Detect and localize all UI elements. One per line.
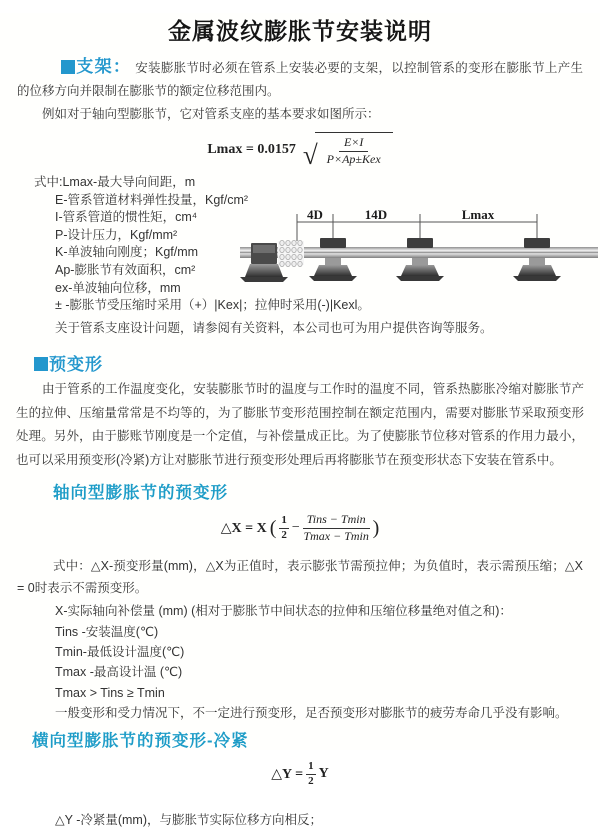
open-paren: ( (269, 516, 277, 539)
temperature-fraction (303, 512, 370, 544)
axial-definition-line: Tmax -最高设计温 (℃) (55, 665, 183, 680)
bracket-paragraph (17, 55, 583, 103)
axial-explanation: 式中：△X-预变形量(mm)，△X为正值时，表示膨张节需预拉伸；为负值时，表示需预压缩；△X = 0时表示不需预变形。 (17, 559, 583, 595)
lateral-subheading: 横向型膨胀节的预变形-冷紧 (32, 732, 249, 751)
lmax-formula-numerator: E×I (339, 135, 368, 152)
lmax-formula-lhs: Lmax = 0.0157 (207, 141, 296, 157)
guide-support (396, 238, 444, 281)
lateral-formula-lhs: △Y = (271, 766, 304, 782)
predeform-paragraph: 由于管系的工作温度变化，安装膨胀节时的温度与工作时的温度不同，管系热膨胀冷缩对膨胀节产生的拉伸、压缩量常常是不均等的，为了膨胀节变形范围控制在额定范围内，需要对膨胀节采取预变形处理。另外，由于膨账节刚度是一个定值，与补偿量成正比。为了使膨胀节位移对管系的作用力最小，也可以采用预变形(冷紧)方让对膨胀节进行预变形处理后再将膨胀节在预变形状态下安装在管系中。 (16, 382, 584, 467)
definition-line: E-管系管道材料弹性投量，Kgf/cm² (55, 192, 249, 207)
axial-formula (0, 512, 600, 552)
minus-sign: − (291, 520, 300, 536)
bracket-intro-text: 安装膨胀节时必须在管系上安装必要的支架，以控制管系的变形在膨胀节上产生的位移方向并限制在膨胀节的额定位移范围内。 (17, 61, 583, 98)
section-square-icon (34, 357, 48, 371)
bellows-icon (278, 240, 304, 266)
lateral-formula-rhs: Y (318, 766, 329, 782)
axial-definition-line: X-实际轴向补偿量 (mm) (相对于膨胀节中间状态的拉伸和压缩位移量绝对值之和)： (55, 604, 512, 619)
half-denominator: 2 (308, 774, 314, 787)
lateral-formula (0, 760, 600, 800)
bracket-example-text: 例如对于轴向型膨胀节，它对管系支座的基本要求如图所示： (42, 107, 380, 121)
lmax-formula (0, 132, 600, 170)
radical-sign-icon: √ (302, 139, 318, 170)
page-title: 金属波纹膨胀节安装说明 (168, 18, 432, 44)
one-half-fraction (306, 760, 316, 789)
section-square-icon (61, 60, 75, 74)
axial-definition-line: Tins -安装温度(℃) (55, 624, 159, 639)
temp-fraction-numerator: Tins − Tmin (303, 512, 370, 529)
axial-definition-line: 一般变形和受力情况下，不一定进行预变形，足否预变形对膨胀节的疲劳寿命几乎没有影响。 (55, 705, 568, 720)
document-page (0, 13, 600, 828)
predeform-heading-label: 预变形 (49, 355, 103, 375)
axial-definitions (0, 601, 600, 723)
dim-label-4d: 4D (307, 207, 323, 222)
lmax-formula-denominator: P×Ap±Kex (326, 151, 381, 166)
definition-line: ex-单波轴向位移，mm (55, 280, 181, 295)
pipe-support-diagram (240, 206, 598, 302)
bracket-section-heading: 支架： (76, 57, 132, 76)
definition-line: P-设计压力，Kgf/mm² (55, 227, 178, 242)
axial-definition-line: Tmax > Tins ≥ Tmin (55, 685, 165, 700)
pipe-support-diagram-svg (240, 206, 598, 302)
lateral-note: △Y -冷紧量(mm)，与膨胀节实际位移方向相反； (55, 813, 323, 828)
axial-formula-lhs: △X = X (220, 520, 267, 536)
half-denominator: 2 (281, 528, 287, 541)
guide-support (309, 238, 357, 281)
definition-line: Ap-膨胀节有效面积，cm² (55, 262, 196, 277)
predeform-section-heading (34, 350, 600, 375)
axial-subheading: 轴向型膨胀节的预变形 (53, 484, 228, 503)
dim-label-14d: 14D (364, 207, 388, 222)
one-half-fraction (279, 514, 289, 543)
definition-note-line: 关于管系支座设计问题，请参阅有关资料，本公司也可为用户提供咨询等服务。 (55, 320, 493, 335)
radical (302, 132, 393, 170)
guide-support (513, 238, 561, 281)
definition-line: ± -膨胀节受压缩时采用（+）|Kex|；拉伸时采用(-)|Kexl。 (55, 298, 370, 313)
definition-line: K-单波轴向刚度；Kgf/mm (55, 245, 199, 260)
axial-definition-line: Tmin-最低设计温度(℃) (55, 644, 185, 659)
close-paren: ) (372, 516, 380, 539)
definition-line: 式中:Lmax-最大导向间距，m (34, 175, 196, 189)
half-numerator: 1 (306, 760, 316, 775)
definition-line: I-管系管道的惯性矩，cm⁴ (55, 210, 198, 225)
half-numerator: 1 (279, 514, 289, 529)
temp-fraction-denominator: Tmax − Tmin (303, 528, 369, 543)
dim-label-lmax: Lmax (461, 207, 495, 222)
